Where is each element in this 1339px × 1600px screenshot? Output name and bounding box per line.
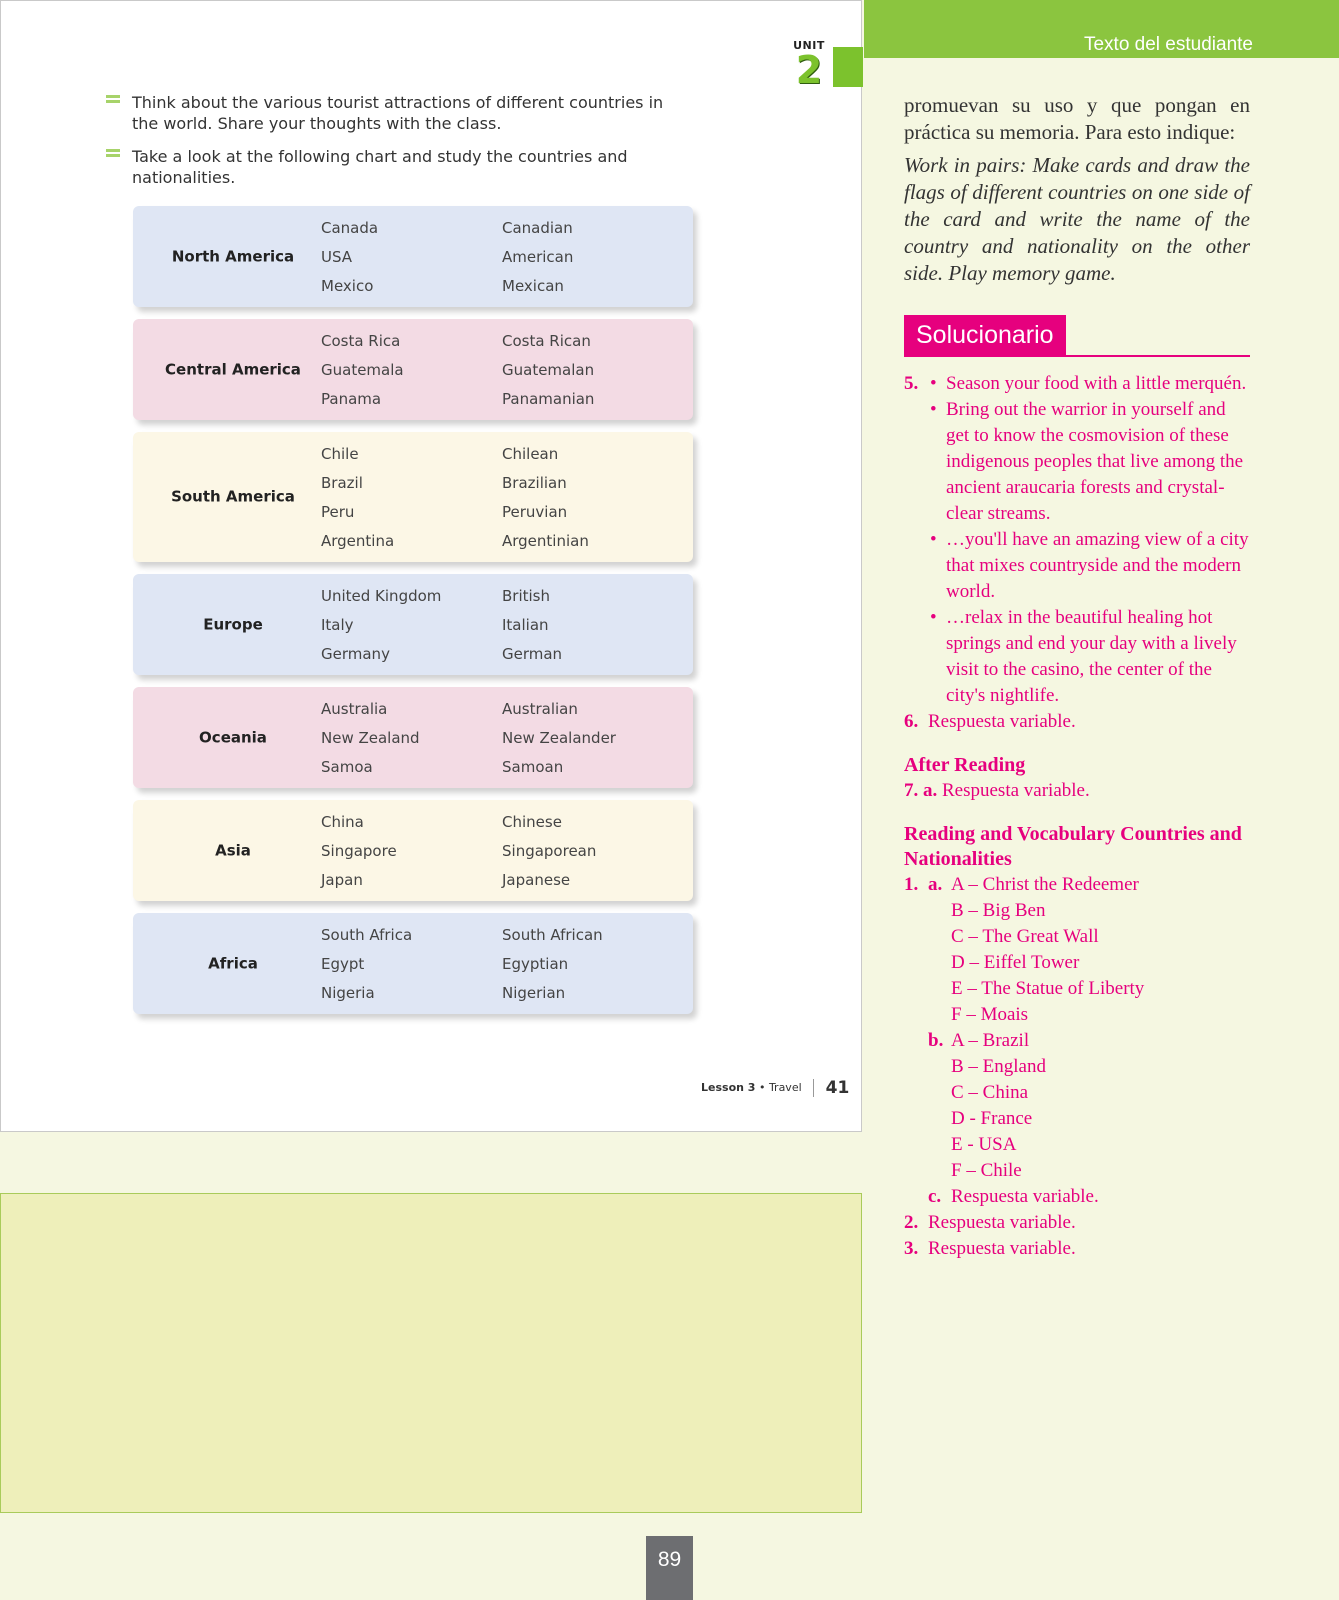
country-name: Samoa: [321, 757, 373, 776]
country-row: [133, 639, 693, 668]
country-name: Singapore: [321, 841, 397, 860]
nationality-name: Panamanian: [502, 389, 595, 408]
nationality-name: South African: [502, 925, 603, 944]
country-row: [133, 752, 693, 781]
country-name: Guatemala: [321, 360, 404, 379]
nationality-name: Costa Rican: [502, 331, 591, 350]
country-name: Australia: [321, 699, 388, 718]
nationality-name: Brazilian: [502, 473, 567, 492]
unit-tab: [833, 47, 863, 87]
footer-page-number: 41: [825, 1078, 850, 1098]
nationality-name: American: [502, 247, 574, 266]
country-row: [133, 271, 693, 300]
footer-topic: Travel: [768, 1081, 802, 1094]
region-block: [133, 913, 693, 1014]
nationality-name: Mexican: [502, 276, 564, 295]
nationality-name: Italian: [502, 615, 549, 634]
answer-sub-label: a.: [928, 874, 943, 895]
country-name: New Zealand: [321, 728, 420, 747]
answer-number: 3.: [904, 1238, 919, 1259]
country-row: [133, 439, 693, 468]
region-name: Central America: [165, 360, 301, 378]
intro-activity-text: Work in pairs: Make cards and draw the flags of different countries on one side of the card and write the name of the country and nationality on the other side. Play memory game.: [904, 153, 1250, 285]
reading-vocabulary-heading: Reading and Vocabulary Countries and Nationalities: [904, 823, 1242, 870]
activity-number-icon: [106, 149, 120, 163]
country-name: Chile: [321, 444, 359, 463]
country-name: South Africa: [321, 925, 413, 944]
answer-2: [904, 1210, 1250, 1236]
answer-7: [904, 778, 1250, 804]
country-row: [133, 865, 693, 894]
country-name: Peru: [321, 502, 355, 521]
nationality-name: New Zealander: [502, 728, 616, 747]
footer-lesson: Lesson 3: [701, 1081, 756, 1094]
country-name: Argentina: [321, 531, 395, 550]
nationality-name: Argentinian: [502, 531, 589, 550]
country-row: [133, 326, 693, 355]
answer-1: [904, 872, 1250, 1262]
header-bar: [864, 0, 1339, 58]
answer-number: 2.: [904, 1212, 919, 1233]
country-row: [133, 213, 693, 242]
after-reading-heading: After Reading: [904, 754, 1026, 776]
region-block: [133, 432, 693, 562]
intro-text: promuevan su uso y que pongan en práctica su memoria. Para esto indique:: [904, 93, 1250, 144]
answer-text: Respuesta variable.: [928, 711, 1076, 732]
answer-5: [904, 371, 1250, 735]
country-name: Brazil: [321, 473, 363, 492]
country-row: [133, 384, 693, 413]
answer-sub-label: c.: [928, 1186, 942, 1207]
country-row: [133, 978, 693, 1007]
solucionario-label: Solucionario: [904, 315, 1066, 355]
nationality-name: Egyptian: [502, 954, 569, 973]
answer-number: 7.: [904, 780, 919, 801]
teacher-notes-column: [904, 92, 1250, 1262]
region-block: [133, 206, 693, 307]
nationality-name: Chilean: [502, 444, 559, 463]
answer-bullet: • Season your food with a little merquén.: [928, 371, 1250, 397]
answer-list-item: A – Brazil: [951, 1030, 1030, 1051]
unit-label: UNIT: [793, 39, 825, 52]
header-title: Texto del estudiante: [1083, 34, 1253, 55]
region-name: Europe: [203, 615, 263, 633]
answer-list-item: F – Moais: [951, 1004, 1029, 1025]
answer-number: 6.: [904, 711, 919, 732]
instruction-2: [106, 146, 686, 188]
answer-1b-list: [951, 1028, 1250, 1184]
answer-text: Respuesta variable.: [951, 1186, 1099, 1207]
country-row: [133, 526, 693, 555]
country-name: USA: [321, 247, 353, 266]
nationality-name: Guatemalan: [502, 360, 595, 379]
instruction-text: Take a look at the following chart and study the countries and nationalities.: [132, 147, 628, 187]
answer-sub-label: b.: [928, 1030, 944, 1051]
answer-sub-label: a.: [923, 780, 938, 801]
instruction-text: Think about the various tourist attractions of different countries in the world. Share your thoughts with the class.: [132, 93, 664, 133]
nationality-name: Chinese: [502, 812, 562, 831]
answer-text: Respuesta variable.: [928, 1238, 1076, 1259]
country-name: Nigeria: [321, 983, 375, 1002]
instruction-1: [106, 92, 686, 134]
country-name: Egypt: [321, 954, 365, 973]
footer-separator: [813, 1079, 814, 1097]
unit-number: 2: [795, 48, 823, 92]
region-block: [133, 319, 693, 420]
answer-bullet: • Bring out the warrior in yourself and get to know the cosmovision of these indigenous peoples that live among the ancient araucaria forests and crystal-clear streams.: [928, 397, 1250, 527]
answer-list-item: D – Eiffel Tower: [951, 952, 1080, 973]
nationality-name: German: [502, 644, 563, 663]
country-name: United Kingdom: [321, 586, 442, 605]
region-name: Asia: [215, 841, 251, 859]
country-name: Canada: [321, 218, 379, 237]
nationality-name: Canadian: [502, 218, 573, 237]
country-row: [133, 920, 693, 949]
solucionario-heading: [904, 315, 1250, 357]
answer-number: 5.: [904, 373, 919, 394]
country-row: [133, 807, 693, 836]
answer-list-item: C – China: [951, 1082, 1029, 1103]
nationality-name: Japanese: [502, 870, 571, 889]
answer-6: [904, 709, 1250, 735]
page-footer: [701, 1078, 849, 1098]
answer-3: [904, 1236, 1250, 1262]
answer-list-item: A – Christ the Redeemer: [951, 874, 1139, 895]
country-name: Mexico: [321, 276, 374, 295]
country-name: Germany: [321, 644, 390, 663]
nationality-name: Peruvian: [502, 502, 568, 521]
unit-badge: [789, 39, 829, 92]
nationality-name: Singaporean: [502, 841, 597, 860]
answer-list-item: D - France: [951, 1108, 1033, 1129]
answer-bullet: • …relax in the beautiful healing hot springs and end your day with a lively visit to the casino, the center of the city's nightlife.: [928, 605, 1250, 709]
country-name: Panama: [321, 389, 382, 408]
answer-list-item: B – Big Ben: [951, 900, 1046, 921]
region-block: [133, 574, 693, 675]
answer-list-item: F – Chile: [951, 1160, 1022, 1181]
student-book-page: [0, 0, 862, 1132]
notes-area: [0, 1193, 862, 1513]
answer-1a-list: [951, 872, 1250, 1028]
activity-number-icon: [106, 95, 120, 109]
answer-list-item: B – England: [951, 1056, 1046, 1077]
country-row: [133, 581, 693, 610]
answer-text: Respuesta variable.: [928, 1212, 1076, 1233]
nationality-name: Samoan: [502, 757, 564, 776]
country-row: [133, 694, 693, 723]
answer-list-item: E – The Statue of Liberty: [951, 978, 1145, 999]
region-name: South America: [171, 487, 295, 506]
country-name: China: [321, 812, 364, 831]
region-block: [133, 687, 693, 788]
answer-number: 1.: [904, 874, 919, 895]
answer-list-item: C – The Great Wall: [951, 926, 1099, 947]
countries-nationalities-chart: [133, 206, 693, 1026]
region-name: Oceania: [199, 728, 267, 746]
region-name: Africa: [208, 954, 258, 972]
region-block: [133, 800, 693, 901]
nationality-name: British: [502, 586, 550, 605]
region-name: North America: [171, 247, 295, 265]
page-number: 89: [646, 1536, 693, 1600]
country-name: Costa Rica: [321, 331, 401, 350]
country-name: Japan: [321, 870, 363, 889]
footer-dot: •: [758, 1081, 766, 1094]
answer-list-item: E - USA: [951, 1134, 1017, 1155]
country-name: Italy: [321, 615, 354, 634]
nationality-name: Nigerian: [502, 983, 566, 1002]
nationality-name: Australian: [502, 699, 578, 718]
answer-bullet: • …you'll have an amazing view of a city that mixes countryside and the modern world.: [928, 527, 1250, 605]
answer-text: Respuesta variable.: [942, 780, 1090, 801]
